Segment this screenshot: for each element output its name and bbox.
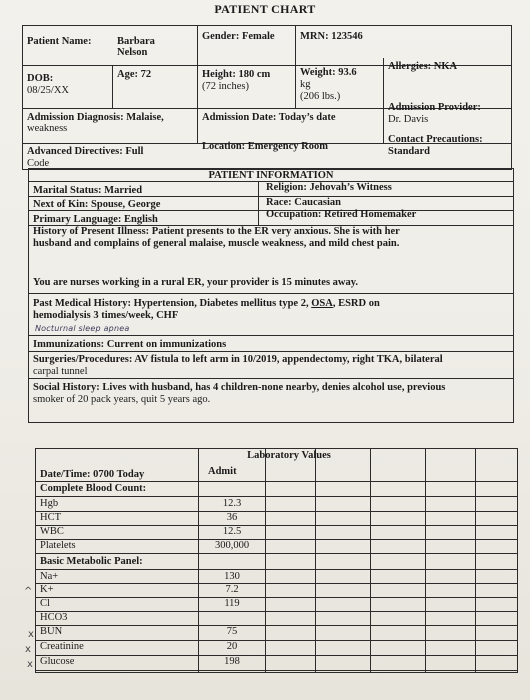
age: Age: 72: [117, 69, 152, 80]
lab-row-name: Creatinine: [40, 641, 84, 652]
admission-diagnosis-cont: weakness: [27, 123, 68, 134]
dob-label: DOB:: [27, 73, 54, 84]
creatinine-mark: x: [25, 644, 31, 655]
page-title: PATIENT CHART: [214, 2, 316, 16]
lab-row-name: Hgb: [40, 498, 59, 509]
patient-name-label: Patient Name:: [27, 36, 92, 47]
religion: Religion: Jehovah’s Witness: [266, 182, 392, 193]
lab-row-divider: [35, 670, 518, 671]
admission-date: Admission Date: Today’s date: [202, 112, 336, 123]
lab-row-value: [199, 611, 265, 613]
lab-row-value: 7.2: [225, 584, 239, 595]
lab-datetime: Date/Time: 0700 Today: [40, 469, 145, 480]
cbc-title: Complete Blood Count:: [40, 483, 147, 494]
admission-provider-label: Admission Provider:: [388, 102, 481, 113]
patient-name-last: Nelson: [117, 47, 148, 58]
handwritten-note: Nocturnal sleep apnea: [35, 324, 130, 333]
contact-precautions-value: Standard: [388, 146, 431, 157]
advanced-directives-cont: Code: [27, 158, 50, 169]
history-present-illness: History of Present Illness: Patient presents to the ER very anxious. She is with her: [33, 226, 400, 237]
lab-values-title: Laboratory Values: [247, 450, 331, 461]
pmh-osa: OSA: [311, 298, 333, 309]
lab-admit-column: Admit: [208, 466, 237, 477]
lab-row-name: BUN: [40, 626, 63, 637]
surgeries: Surgeries/Procedures: AV fistula to left arm in 10/2019, appendectomy, right TKA, bilateral: [33, 354, 443, 365]
lab-row-name: Glucose: [40, 656, 75, 667]
bun-mark: x: [28, 629, 34, 640]
pmh-text: Past Medical History: Hypertension, Diabetes mellitus type 2,: [33, 298, 312, 309]
race: Race: Caucasian: [266, 197, 341, 208]
bmp-title: Basic Metabolic Panel:: [40, 556, 143, 567]
immunizations: Immunizations: Current on immunizations: [33, 339, 227, 350]
patient-info-title: PATIENT INFORMATION: [208, 170, 334, 181]
social-history: Social History: Lives with husband, has 4 children-none nearby, denies alcohol use, previous: [33, 382, 446, 393]
admission-provider-value: Dr. Davis: [388, 114, 429, 125]
social-history-cont: smoker of 20 pack years, quit 5 years ago.: [33, 394, 211, 405]
contact-precautions-label: Contact Precautions:: [388, 134, 483, 145]
next-of-kin: Next of Kin: Spouse, George: [33, 199, 161, 210]
lab-row-name: Na+: [40, 571, 59, 582]
past-medical-history-cont: hemodialysis 3 times/week, CHF: [33, 310, 179, 321]
lab-section-divider: [35, 553, 518, 554]
advanced-directives: Advanced Directives: Full: [27, 146, 144, 157]
lab-row-name: Platelets: [40, 540, 76, 551]
glucose-mark: x: [27, 659, 33, 670]
lab-row-value: 119: [224, 598, 240, 609]
rural-er-note: You are nurses working in a rural ER, your provider is 15 minutes away.: [33, 277, 359, 288]
lab-row-value: 300,000: [214, 540, 250, 551]
lab-row-value: 75: [226, 626, 238, 637]
lab-row-value: 130: [224, 571, 240, 582]
patient-name-first: Barbara: [117, 36, 155, 47]
admission-diagnosis: Admission Diagnosis: Malaise,: [27, 112, 164, 123]
height-inches: (72 inches): [202, 81, 249, 92]
lab-row-value: 20: [226, 641, 238, 652]
gender: Gender: Female: [202, 31, 275, 42]
occupation: Occupation: Retired Homemaker: [266, 209, 417, 220]
height: Height: 180 cm: [202, 69, 271, 80]
weight: Weight: 93.6: [300, 67, 357, 78]
weight-lbs: (206 lbs.): [300, 91, 341, 102]
surgeries-cont: carpal tunnel: [33, 366, 88, 377]
lab-row-name: Cl: [40, 598, 50, 609]
mrn: MRN: 123546: [300, 31, 363, 42]
pmh-text-end: , ESRD on: [332, 298, 380, 309]
marital-status: Marital Status: Married: [33, 185, 143, 196]
location: Location: Emergency Room: [202, 141, 328, 152]
allergies: Allergies: NKA: [388, 61, 458, 72]
lab-row-name: K+: [40, 584, 54, 595]
lab-row-value: 36: [226, 512, 238, 523]
lab-row-value: 198: [224, 656, 240, 667]
lab-section-divider: [35, 569, 518, 570]
lab-row-value: 12.3: [222, 498, 242, 509]
history-present-illness-cont: husband and complains of general malaise, muscle weakness, and mild chest pain.: [33, 238, 400, 249]
lab-row-name: HCO3: [40, 612, 68, 623]
lab-row-name: HCT: [40, 512, 61, 523]
k-mark: ^: [24, 586, 33, 597]
dob-value: 08/25/XX: [27, 85, 69, 96]
lab-row-name: WBC: [40, 526, 64, 537]
weight-unit: kg: [300, 79, 311, 90]
lab-row-value: 12.5: [222, 526, 242, 537]
primary-language: Primary Language: English: [33, 214, 158, 225]
